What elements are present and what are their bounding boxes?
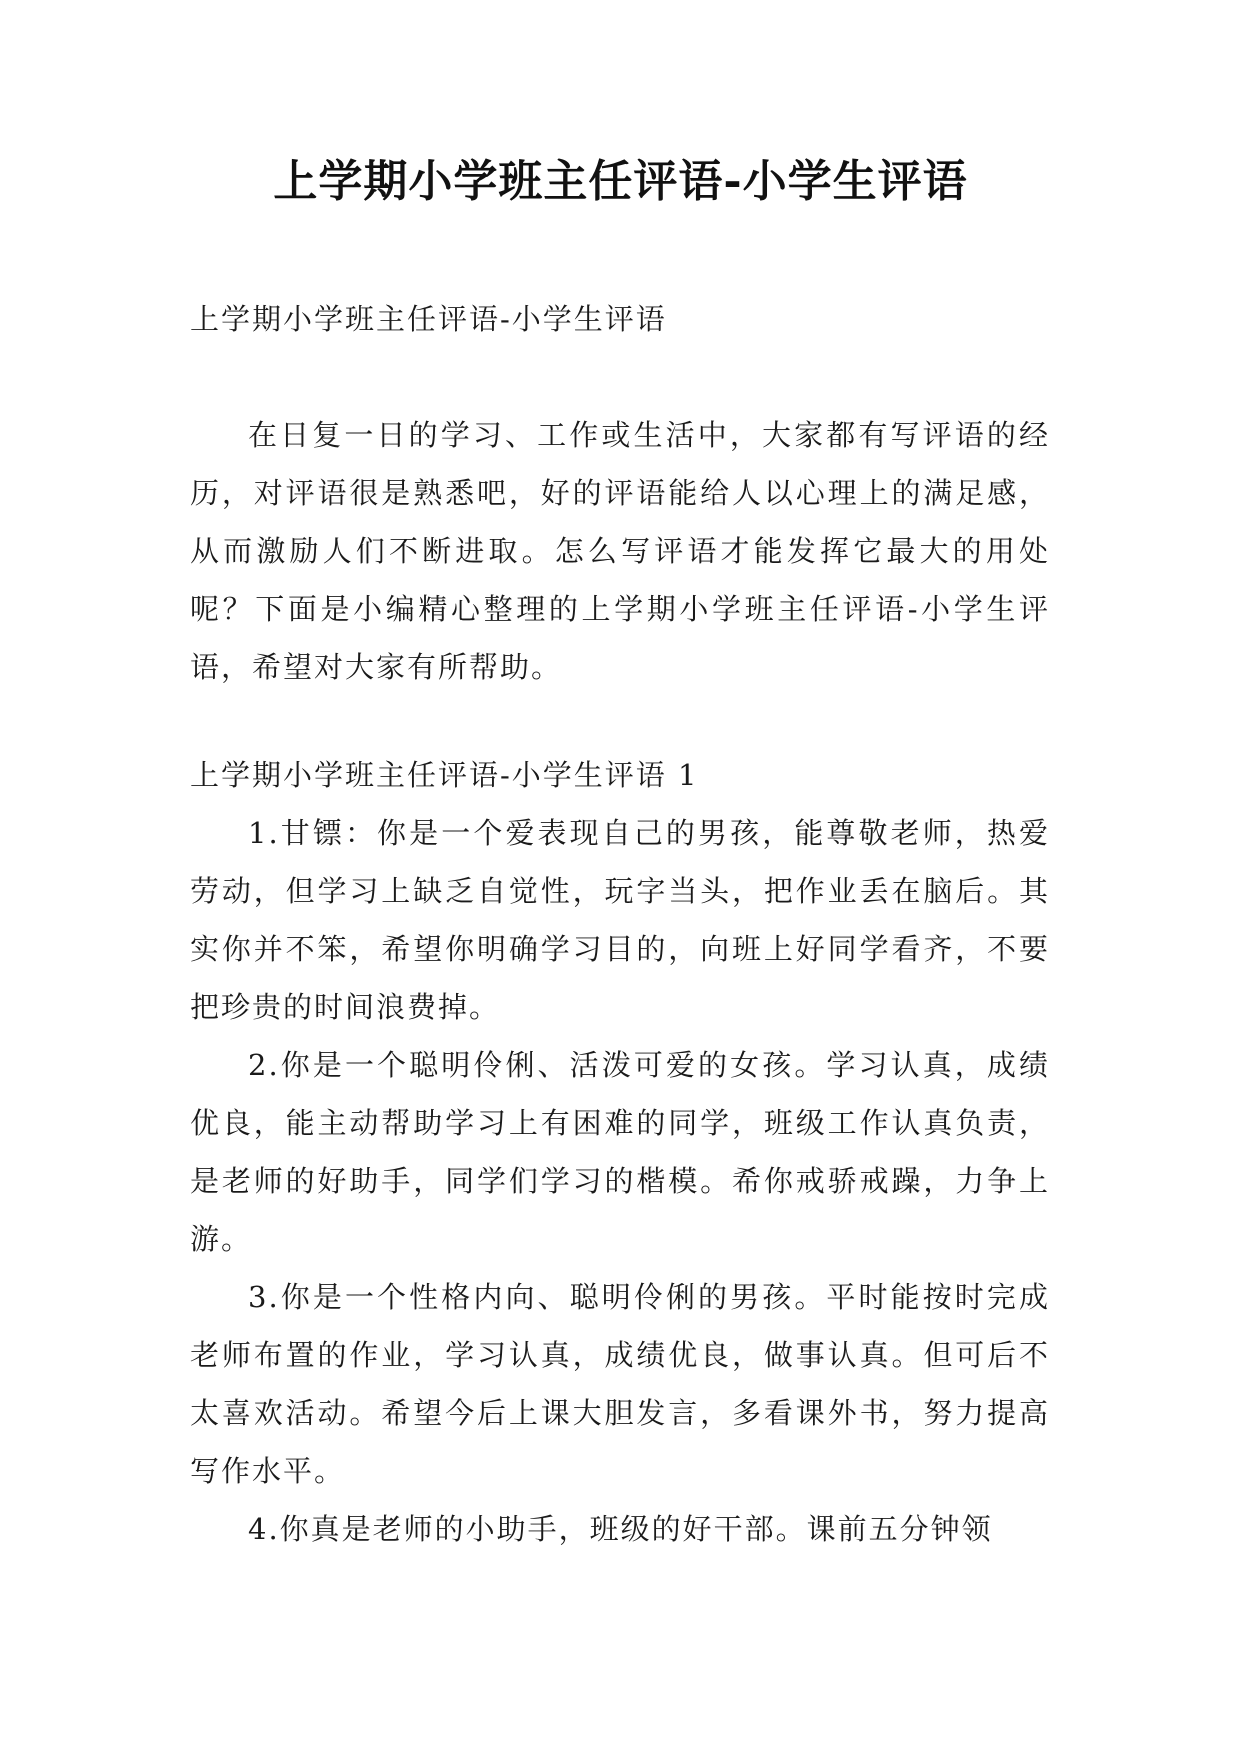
subtitle-line: 上学期小学班主任评语-小学生评语: [190, 302, 667, 336]
document-body: [190, 290, 1050, 1558]
comment-item-2: 2.你是一个聪明伶俐、活泼可爱的女孩。学习认真，成绩优良，能主动帮助学习上有困难的同学，班级工作认真负责，是老师的好助手，同学们学习的楷模。希你戒骄戒躁，力争上游。: [190, 1048, 1050, 1256]
intro-paragraph: 在日复一日的学习、工作或生活中，大家都有写评语的经历，对评语很是熟悉吧，好的评语能给人以心理上的满足感，从而激励人们不断进取。怎么写评语才能发挥它最大的用处呢？下面是小编精心整理的上学期小学班主任评语-小学生评语，希望对大家有所帮助。: [190, 418, 1050, 684]
comment-item-1: 1.甘镖：你是一个爱表现自己的男孩，能尊敬老师，热爱劳动，但学习上缺乏自觉性，玩字当头，把作业丢在脑后。其实你并不笨，希望你明确学习目的，向班上好同学看齐，不要把珍贵的时间浪费掉。: [190, 816, 1050, 1024]
spacer: [190, 696, 1050, 746]
document-title: 上学期小学班主任评语-小学生评语: [273, 156, 968, 207]
comment-item-3: 3.你是一个性格内向、聪明伶俐的男孩。平时能按时完成老师布置的作业，学习认真，成绩优良，做事认真。但可后不太喜欢活动。希望今后上课大胆发言，多看课外书，努力提高写作水平。: [190, 1280, 1050, 1488]
comment-item-4: 4.你真是老师的小助手，班级的好干部。课前五分钟领: [248, 1512, 993, 1546]
spacer: [190, 348, 1050, 406]
section-heading: 上学期小学班主任评语-小学生评语 1: [190, 758, 699, 792]
